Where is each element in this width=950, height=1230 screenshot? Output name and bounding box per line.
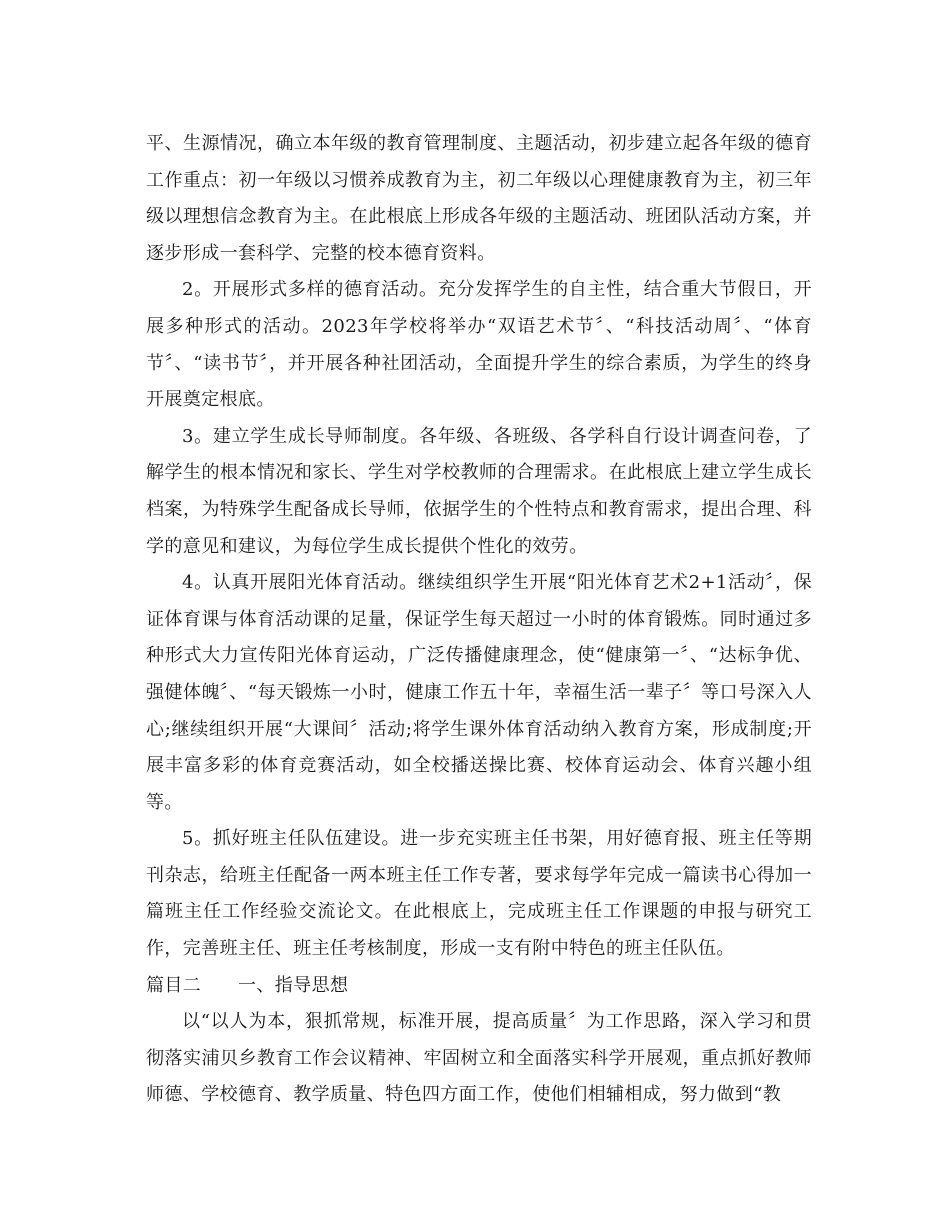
paragraph-item-4: 4。认真开展阳光体育活动。继续组织学生开展“阳光体育艺术2+1活动〞，保证体育课与体育活动课的足量，保证学生每天超过一小时的体育锻炼。同时通过多种形式大力宣传阳光体育运动，广泛传播健康理念，使“健康第一〞、“达标争优、强健体魄〞、“每天锻炼一小时，健康工作五十年，幸福生活一辈子〞等口号深入人心;继续组织开展“大课间〞活动;将学生课外体育活动纳入教育方案，形成制度;开展丰富多彩的体育竞赛活动，如全校播送操比赛、校体育运动会、体育兴趣小组等。: [146, 572, 812, 813]
paragraph-item-5: 5。抓好班主任队伍建设。进一步充实班主任书架，用好德育报、班主任等期刊杂志，给班主任配备一两本班主任工作专著，要求每学年完成一篇读书心得加一篇班主任工作经验交流论文。在此根底上，完成班主任工作课题的申报与研究工作，完善班主任、班主任考核制度，形成一支有附中特色的班主任队伍。: [146, 828, 812, 960]
section-label: 篇目二: [146, 974, 202, 996]
paragraph-grade-focus: 平、生源情况，确立本年级的教育管理制度、主题活动，初步建立起各年级的德育工作重点：初一年级以习惯养成教育为主，初二年级以心理健康教育为主，初三年级以理想信念教育为主。在此根底上形成各年级的主题活动、班团队活动方案，并逐步形成一套科学、完整的校本德育资料。: [146, 133, 812, 264]
section-title: 一、指导思想: [238, 974, 349, 996]
paragraph-guiding-idea: 以“以人为本，狠抓常规，标准开展，提高质量〞为工作思路，深入学习和贯彻落实浦贝乡教育工作会议精神、牢固树立和全面落实科学开展观，重点抓好教师师德、学校德育、教学质量、特色四方面工作，使他们相辅相成，努力做到“教: [146, 1011, 812, 1106]
paragraph-item-3: 3。建立学生成长导师制度。各年级、各班级、各学科自行设计调查问卷，了解学生的根本情况和家长、学生对学校教师的合理需求。在此根底上建立学生成长档案，为特殊学生配备成长导师，依据学生的个性特点和教育需求，提出合理、科学的意见和建议，为每位学生成长提供个性化的效劳。: [146, 425, 812, 557]
paragraph-item-2: 2。开展形式多样的德育活动。充分发挥学生的自主性，结合重大节假日，开展多种形式的活动。2023年学校将举办“双语艺术节〞、“科技活动周〞、“体育节〞、“读书节〞，并开展各种社团活动，全面提升学生的综合素质，为学生的终身开展奠定根底。: [146, 279, 812, 411]
document-body: [146, 126, 812, 1114]
section-heading: [146, 968, 812, 1005]
